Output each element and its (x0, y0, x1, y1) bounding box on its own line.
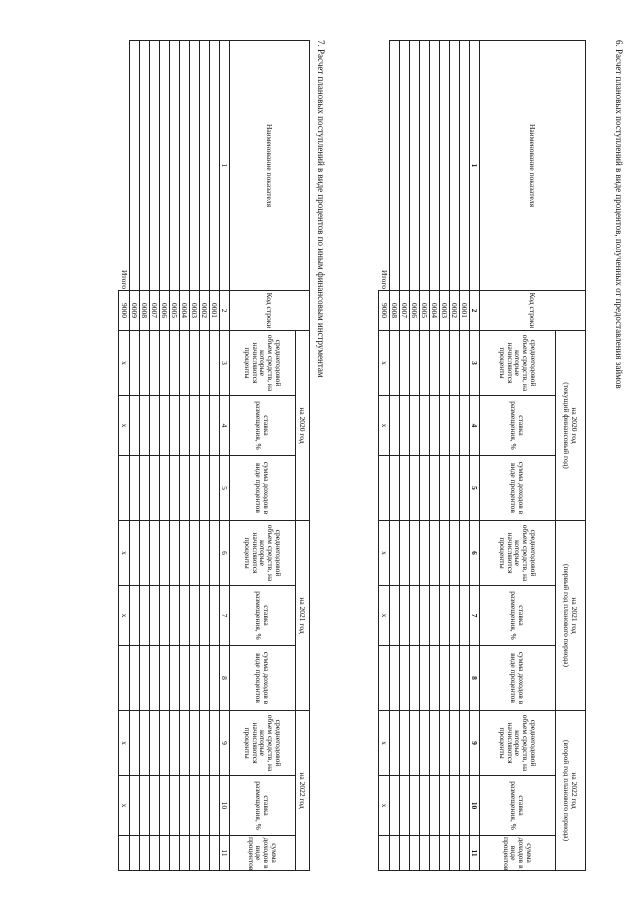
x-mark: x (379, 586, 390, 646)
col-number: 10 (220, 776, 230, 836)
row-code: 0004 (430, 291, 440, 331)
col-number: 7 (220, 586, 230, 646)
row-name-cell (450, 41, 460, 291)
x-mark: x (119, 711, 130, 776)
col-number: 3 (220, 331, 230, 396)
x-mark: x (379, 776, 390, 836)
row-name-cell (150, 41, 160, 291)
year-2022-header: на 2022 год (второй год планового периода) (556, 711, 586, 871)
row-code: 0009 (130, 291, 140, 331)
row-code: 0006 (410, 291, 420, 331)
col-number: 10 (470, 776, 480, 836)
rate-header: ставка размещения, % (230, 586, 296, 646)
year-2021-header: на 2021 год (первый год планового периода) (556, 521, 586, 711)
col-name-header: Наименование показателя (230, 41, 310, 291)
avg-volume-header: среднегодовой объем средств, на которые начисляются проценты (480, 521, 556, 586)
row-code: 0003 (190, 291, 200, 331)
income-sum-header: сумма доходов в виде процентов (480, 646, 556, 711)
avg-volume-header: среднегодовой объем средств, на которые начисляются проценты (230, 331, 296, 396)
year-2020-header: на 2020 год (296, 331, 310, 521)
row-name-cell (200, 41, 210, 291)
financial-instruments-interest-table (118, 40, 310, 871)
col-number: 4 (220, 396, 230, 456)
row-name-cell (460, 41, 470, 291)
row-code: 0004 (180, 291, 190, 331)
rate-header: ставка размещения, % (230, 396, 296, 456)
col-number: 11 (220, 836, 230, 871)
rate-header: ставка размещения, % (480, 586, 556, 646)
col-number: 11 (470, 836, 480, 871)
row-name-cell (410, 41, 420, 291)
col-number: 5 (470, 456, 480, 521)
row-code: 0002 (450, 291, 460, 331)
col-number: 7 (470, 586, 480, 646)
year-2020-header: на 2020 год (текущий финансовый год) (556, 331, 586, 521)
total-code: 9000 (119, 291, 130, 331)
rate-header: ставка размещения, % (480, 396, 556, 456)
col-code-header: Код строки (480, 291, 586, 331)
x-mark: x (119, 331, 130, 396)
year-2021-header: на 2021 год (296, 521, 310, 711)
row-code: 0006 (160, 291, 170, 331)
row-name-cell (440, 41, 450, 291)
x-mark: x (379, 521, 390, 586)
col-number: 9 (220, 711, 230, 776)
col-code-header: Код строки (230, 291, 310, 331)
rate-header: ставка размещения, % (230, 776, 296, 836)
x-mark: x (379, 331, 390, 396)
row-code: 0008 (390, 291, 400, 331)
col-number: 6 (470, 521, 480, 586)
col-number: 2 (470, 291, 480, 331)
x-mark: x (119, 396, 130, 456)
row-code: 0007 (400, 291, 410, 331)
row-name-cell (430, 41, 440, 291)
row-name-cell (160, 41, 170, 291)
row-code: 0001 (210, 291, 220, 331)
total-value-cell (379, 456, 390, 521)
row-code: 0002 (200, 291, 210, 331)
col-number: 5 (220, 456, 230, 521)
row-name-cell (170, 41, 180, 291)
total-code: 9000 (379, 291, 390, 331)
row-name-cell (130, 41, 140, 291)
x-mark: x (379, 711, 390, 776)
loan-interest-table (378, 40, 586, 871)
section-7-title: 7. Расчет плановых поступлений в виде процентов по иным финансовым инструментам (316, 40, 326, 378)
row-name-cell (390, 41, 400, 291)
row-name-cell (420, 41, 430, 291)
col-number: 1 (220, 41, 230, 291)
income-sum-header: сумма доходов в виде процентов (480, 456, 556, 521)
x-mark: x (119, 586, 130, 646)
rate-header: ставка размещения, % (480, 776, 556, 836)
year-2022-header: на 2022 год (296, 711, 310, 871)
avg-volume-header: среднегодовой объем средств, на которые начисляются проценты (480, 331, 556, 396)
row-name-cell (140, 41, 150, 291)
avg-volume-header: среднегодовой объем средств, на которые начисляются проценты (230, 521, 296, 586)
row-name-cell (400, 41, 410, 291)
row-code: 0008 (140, 291, 150, 331)
col-number: 6 (220, 521, 230, 586)
avg-volume-header: среднегодовой объем средств, на которые начисляются проценты (480, 711, 556, 776)
income-sum-header: сумма доходов в виде процентов (230, 456, 296, 521)
x-mark: x (119, 521, 130, 586)
col-number: 8 (470, 646, 480, 711)
row-name-cell (190, 41, 200, 291)
total-label: Итого (119, 41, 130, 291)
total-value-cell (119, 456, 130, 521)
total-value-cell (379, 646, 390, 711)
x-mark: x (379, 396, 390, 456)
total-value-cell (119, 646, 130, 711)
row-name-cell (180, 41, 190, 291)
col-number: 9 (470, 711, 480, 776)
x-mark: x (119, 776, 130, 836)
avg-volume-header: среднегодовой объем средств, на которые начисляются проценты (230, 711, 296, 776)
row-code: 0001 (460, 291, 470, 331)
section-6-title: 6. Расчет плановых поступлений в виде процентов, полученных от предоставления займов (614, 40, 624, 389)
col-number: 3 (470, 331, 480, 396)
col-name-header: Наименование показателя (480, 41, 586, 291)
row-code: 0003 (440, 291, 450, 331)
col-number: 8 (220, 646, 230, 711)
col-number: 1 (470, 41, 480, 291)
col-number: 4 (470, 396, 480, 456)
total-value-cell (379, 836, 390, 871)
income-sum-header: сумма доходов в виде процентов (480, 836, 556, 871)
total-label: Итого (379, 41, 390, 291)
total-value-cell (119, 836, 130, 871)
income-sum-header: сумма доходов в виде процентов (230, 836, 296, 871)
row-code: 0005 (420, 291, 430, 331)
row-name-cell (210, 41, 220, 291)
row-code: 0005 (170, 291, 180, 331)
row-code: 0007 (150, 291, 160, 331)
col-number: 2 (220, 291, 230, 331)
income-sum-header: сумма доходов в виде процентов (230, 646, 296, 711)
